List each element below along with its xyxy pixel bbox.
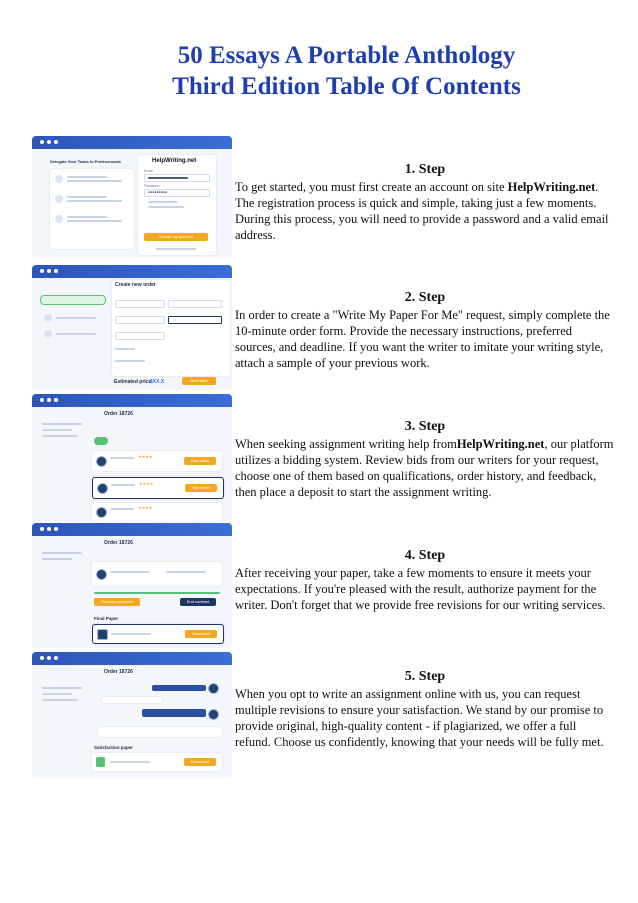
next-step-button[interactable]: Next step — [182, 377, 216, 385]
text-line — [42, 693, 72, 695]
brand-link[interactable]: HelpWriting.net — [507, 180, 596, 194]
document-icon — [97, 629, 108, 640]
window-titlebar — [32, 652, 232, 665]
create-account-button[interactable]: Create my account — [144, 233, 208, 241]
step-2 — [235, 289, 615, 371]
window-dot-icon — [47, 269, 51, 273]
writer-avatar — [96, 569, 107, 580]
writer-card — [92, 562, 222, 586]
text-line — [148, 206, 184, 208]
window-dot-icon — [54, 269, 58, 273]
page-title — [0, 40, 638, 102]
brand-logo: HelpWriting.net — [152, 158, 197, 164]
text-line — [111, 633, 151, 635]
text-line — [156, 248, 196, 250]
form-field[interactable] — [115, 316, 165, 324]
step-heading: 5. Step — [404, 669, 446, 684]
text-line — [110, 571, 150, 573]
window-dot-icon — [47, 140, 51, 144]
brand-link[interactable]: HelpWriting.net — [456, 437, 545, 451]
step-text: When seeking assignment writing help fromHelpWriting.net, our platform utilizes a bidding system. Review bids from our writers for your request, choose one of them based on qualifications, order history, and feedback, then place a deposit to start the assignment writing. — [235, 437, 614, 499]
step-indicator — [40, 295, 106, 305]
window-dot-icon — [54, 140, 58, 144]
title-line-2: Third Edition Table Of Contents — [172, 73, 521, 100]
window-titlebar — [32, 265, 232, 278]
rating-stars: ★★★★ — [138, 505, 153, 510]
window-dot-icon — [54, 656, 58, 660]
text-line — [42, 435, 78, 437]
text-line — [67, 200, 122, 202]
order-form-heading: Create new order — [115, 282, 156, 288]
text-line — [110, 761, 150, 763]
screenshot-final-paper — [32, 523, 232, 648]
text-line — [67, 180, 122, 182]
final-paper-card — [92, 624, 224, 644]
text-line — [110, 457, 134, 459]
text-line — [42, 429, 72, 431]
password-dots: ●●●●●●●●● — [148, 190, 168, 194]
writer-avatar — [96, 456, 107, 467]
window-dot-icon — [54, 527, 58, 531]
order-number: Order 18726 — [104, 411, 133, 417]
step-text: To get started, you must first create an account on site HelpWriting.net. The registration process is quick and simple, taking just a few moments. During this process, you will need to provide a password and a valid email address. — [235, 180, 609, 242]
email-label: Email — [144, 169, 153, 173]
step-3 — [235, 418, 615, 500]
step-dot — [44, 330, 52, 338]
step-heading: 3. Step — [404, 419, 446, 434]
text-line — [67, 216, 107, 218]
feature-icon — [55, 195, 63, 203]
text-line — [56, 333, 96, 335]
text-line — [42, 687, 82, 689]
text-line — [111, 484, 135, 486]
password-field[interactable] — [144, 189, 210, 197]
text-line — [42, 558, 72, 560]
text-line — [42, 423, 82, 425]
bid-card — [92, 451, 222, 471]
text-line — [115, 360, 145, 362]
signup-form — [138, 155, 216, 255]
title-line-1: 50 Essays A Portable Anthology — [177, 42, 516, 69]
rating-stars: ★★★★ — [138, 454, 153, 459]
email-field[interactable] — [144, 174, 210, 182]
step-text: After receiving your paper, take a few moments to ensure it meets your expectations. If you're pleased with the result, authorize payment for the writer. Don't forget that we provide free revisions for our writing services. — [235, 566, 606, 612]
screenshot-order-form — [32, 265, 232, 390]
estimated-price-label: Estimated price — [114, 379, 152, 385]
progress-line — [94, 592, 220, 594]
chat-bubble — [142, 709, 206, 717]
download-button[interactable]: Download — [185, 630, 217, 638]
chat-bubble — [152, 685, 206, 691]
window-dot-icon — [40, 140, 44, 144]
window-dot-icon — [40, 656, 44, 660]
step-heading: 1. Step — [404, 162, 446, 177]
feature-icon — [55, 215, 63, 223]
window-titlebar — [32, 394, 232, 407]
writer-avatar — [97, 483, 108, 494]
window-titlebar — [32, 523, 232, 536]
estimated-price-value: $XX.X — [150, 379, 165, 385]
order-number: Order 18726 — [104, 540, 133, 546]
text-line — [67, 176, 107, 178]
hire-writer-button[interactable]: Hire writer — [185, 484, 217, 492]
window-dot-icon — [40, 269, 44, 273]
order-form — [112, 280, 230, 376]
screenshot-signup — [32, 136, 232, 258]
satisfaction-paper-label: Satisfaction paper — [94, 745, 134, 750]
window-dot-icon — [47, 656, 51, 660]
bid-card-selected — [92, 477, 224, 499]
step-text: When you opt to write an assignment online with us, you can request multiple revisions to ensure your satisfaction. We stand by our promise to provide original, high-quality content - if plagiarized, we offer a full refund. Choose us confidently, knowing that your needs will be fully met. — [235, 687, 604, 749]
step-1 — [235, 161, 615, 243]
step-heading: 4. Step — [404, 548, 446, 563]
window-dot-icon — [47, 398, 51, 402]
document-icon — [96, 757, 105, 767]
text-line — [56, 317, 96, 319]
rating-stars: ★★★★ — [139, 481, 154, 486]
end-contract-button[interactable]: End contract — [180, 598, 216, 606]
form-field[interactable] — [168, 300, 222, 308]
step-5 — [235, 668, 615, 750]
release-payment-button[interactable]: Release payment — [94, 598, 140, 606]
writer-avatar — [96, 507, 107, 518]
text-line — [166, 571, 206, 573]
writer-avatar — [208, 709, 219, 720]
final-paper-label: Final Paper — [94, 616, 119, 621]
window-titlebar — [32, 136, 232, 149]
satisfaction-paper-card — [92, 753, 222, 771]
text-line — [42, 699, 78, 701]
text-line — [42, 552, 82, 554]
step-text: In order to create a "Write My Paper For Me" request, simply complete the 10-minute order form. Provide the necessary instructions, preferred sources, and deadline. If you want the writer to imitate your writing style, attach a sample of your previous work. — [235, 308, 610, 370]
form-field[interactable] — [115, 332, 165, 340]
hire-writer-button[interactable]: Hire writer — [184, 457, 216, 465]
text-line — [67, 196, 107, 198]
window-dot-icon — [40, 398, 44, 402]
feature-icon — [55, 175, 63, 183]
step-4 — [235, 547, 615, 613]
writer-avatar — [208, 683, 219, 694]
text-line — [67, 220, 122, 222]
window-dot-icon — [40, 527, 44, 531]
screenshot-revisions — [32, 652, 232, 778]
bid-card — [92, 503, 222, 521]
chat-bubble — [102, 697, 162, 703]
step-dot — [44, 314, 52, 322]
download-button[interactable]: Download — [184, 758, 216, 766]
screenshot-bidding — [32, 394, 232, 521]
text-line — [148, 201, 178, 203]
form-field[interactable] — [168, 316, 222, 324]
delegate-heading: Delegate Your Tasks to Professionals — [50, 159, 121, 164]
text-line — [115, 348, 135, 350]
message-input[interactable] — [98, 727, 222, 737]
window-dot-icon — [47, 527, 51, 531]
feature-card — [50, 169, 134, 249]
order-number: Order 18726 — [104, 669, 133, 675]
bids-badge — [94, 437, 108, 445]
window-dot-icon — [54, 398, 58, 402]
password-label: Password — [144, 184, 160, 188]
form-field[interactable] — [115, 300, 165, 308]
step-heading: 2. Step — [404, 290, 446, 305]
text-line — [110, 508, 134, 510]
